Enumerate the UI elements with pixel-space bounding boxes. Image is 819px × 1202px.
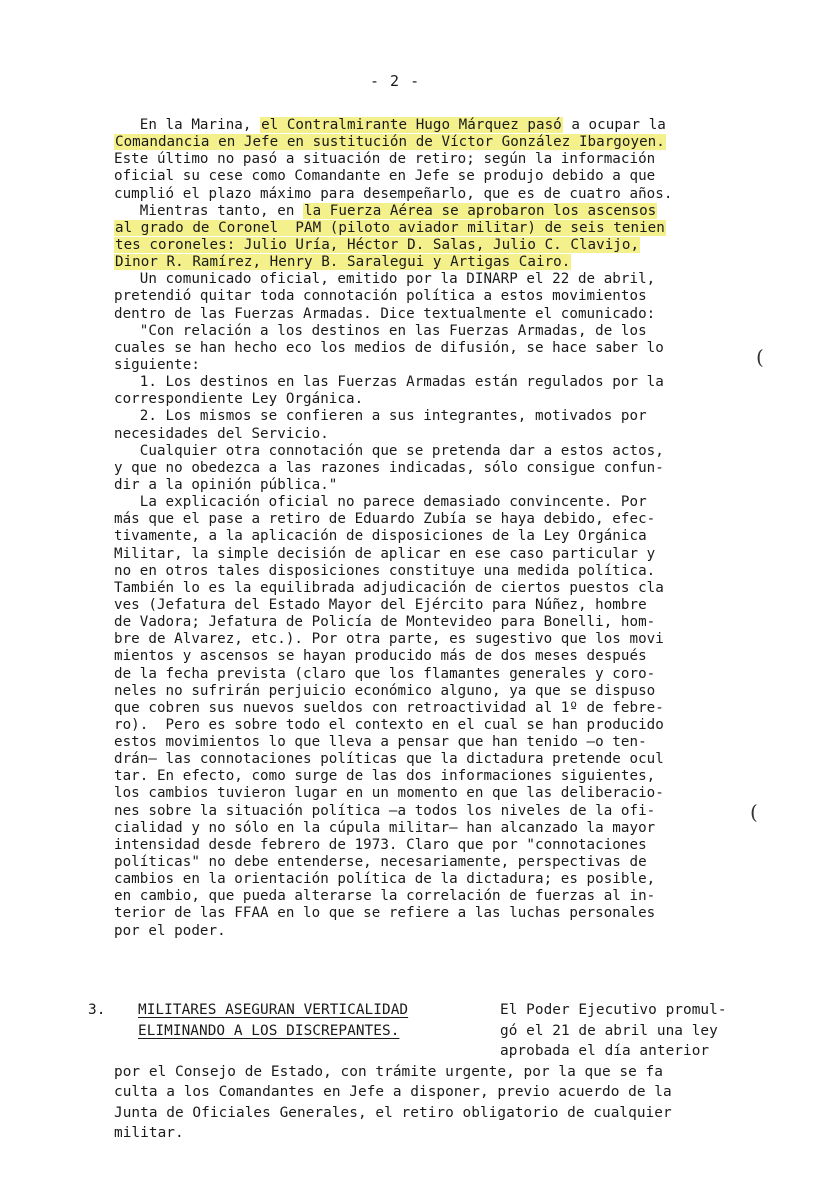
text-segment: y que no obedezca a las razones indicadas, sólo consigue confun- — [114, 459, 664, 476]
text-line — [114, 614, 754, 631]
text-line — [114, 391, 754, 408]
section-side-line: gó el 21 de abril una ley — [500, 1022, 718, 1039]
page-number: - 2 - — [370, 72, 421, 90]
text-line — [114, 168, 754, 185]
margin-bracket-mark: ( — [756, 345, 764, 369]
text-line — [114, 151, 754, 168]
section-body-line: militar. — [114, 1125, 184, 1141]
text-line — [114, 237, 754, 254]
section-3 — [88, 1000, 758, 1144]
text-segment: bre de Alvarez, etc.). Por otra parte, es sugestivo que los movi — [114, 631, 664, 648]
text-line — [114, 700, 754, 717]
text-line — [114, 323, 754, 340]
text-segment: más que el pase a retiro de Eduardo Zubía se haya debido, efec- — [114, 511, 656, 528]
highlighted-text: Dinor R. Ramírez, Henry B. Saralegui y Artigas Cairo. — [115, 254, 571, 271]
text-line — [114, 597, 754, 614]
section-number: 3. — [88, 1002, 106, 1018]
text-line — [114, 426, 754, 443]
text-segment: a ocupar la — [562, 117, 666, 133]
text-segment: que cobren sus nuevos sueldos con retroactividad al 1º de febre- — [114, 699, 664, 716]
text-segment: en cambio, que pueda alterarse la correlación de fuerzas al in- — [114, 888, 656, 905]
text-segment: pretendió quitar toda connotación política a estos movimientos — [114, 288, 647, 305]
text-segment: La explicación oficial no parece demasiado convincente. Por — [114, 494, 647, 511]
text-segment: de Vadora; Jefatura de Policía de Montevideo para Bonelli, hom- — [114, 614, 656, 631]
text-line — [114, 220, 754, 237]
text-line — [114, 357, 754, 374]
section-side-line: aprobada el día anterior — [500, 1043, 710, 1059]
text-segment: ro). Pero es sobre todo el contexto en el cual se han producido — [114, 716, 664, 733]
text-segment: los cambios tuvieron lugar en un momento en que las deliberacio- — [114, 785, 664, 802]
text-segment: cambios en la orientación política de la dictadura; es posible, — [114, 871, 656, 888]
paragraph — [114, 117, 754, 203]
text-segment: mientos y ascensos se hayan producido más de dos meses después — [114, 648, 647, 665]
text-line — [114, 768, 754, 785]
section-heading — [118, 1000, 494, 1062]
text-segment: cuales se han hecho eco los medios de difusión, se hace saber lo — [114, 339, 664, 356]
text-segment: intensidad desde febrero de 1973. Claro que por "connotaciones — [114, 836, 647, 853]
text-segment: no en otros tales disposiciones constituye una medida política. — [114, 562, 656, 579]
text-line — [114, 254, 754, 271]
paragraph — [114, 271, 754, 494]
section-side-line: El Poder Ejecutivo promul- — [500, 1002, 727, 1018]
text-line — [114, 511, 754, 528]
text-line — [114, 477, 754, 494]
text-line — [114, 408, 754, 425]
text-line — [114, 820, 754, 837]
text-line — [114, 666, 754, 683]
text-segment: ves (Jefatura del Estado Mayor del Ejército para Núñez, hombre — [114, 596, 647, 613]
text-segment: cialidad y no sólo en la cúpula militar— han alcanzado la mayor — [114, 819, 656, 836]
text-line — [114, 905, 754, 922]
text-segment: oficial su cese como Comandante en Jefe se produjo debido a que — [114, 168, 656, 185]
text-line — [114, 288, 754, 305]
text-line — [114, 871, 754, 888]
text-segment: "Con relación a los destinos en las Fuerzas Armadas, de los — [114, 322, 647, 339]
text-segment: Cualquier otra connotación que se pretenda dar a estos actos, — [114, 442, 664, 459]
text-line — [114, 837, 754, 854]
highlighted-text: Comandancia en Jefe en sustitución de Víctor González Ibargoyen. — [115, 134, 665, 151]
text-segment: tivamente, a la aplicación de disposiciones de la Ley Orgánica — [114, 528, 647, 545]
text-segment: Militar, la simple decisión de aplicar en ese caso particular y — [114, 545, 656, 562]
highlighted-text: el Contralmirante Hugo Márquez pasó — [261, 117, 562, 133]
text-segment: estos movimientos lo que lleva a pensar que han tenido —o ten- — [114, 734, 647, 751]
highlighted-text: la Fuerza Aérea se aprobaron los ascensos — [304, 202, 657, 219]
text-segment: políticas" no debe entenderse, necesariamente, perspectivas de — [114, 854, 647, 871]
text-line — [114, 443, 754, 460]
paragraph — [114, 494, 754, 940]
text-line — [114, 563, 754, 580]
text-line — [114, 460, 754, 477]
article-body — [114, 117, 754, 940]
highlighted-text: tes coroneles: Julio Uría, Héctor D. Salas, Julio C. Clavijo, — [115, 236, 640, 253]
text-line — [114, 546, 754, 563]
text-segment: necesidades del Servicio. — [114, 425, 329, 442]
text-line — [114, 854, 754, 871]
text-segment: dir a la opinión pública." — [114, 476, 338, 493]
text-line — [114, 888, 754, 905]
text-line — [114, 271, 754, 288]
text-segment: En la Marina, — [114, 117, 261, 133]
text-segment: nes sobre la situación política —a todos los niveles de la ofi- — [114, 802, 656, 819]
section-side-text — [494, 1000, 727, 1062]
text-line — [114, 374, 754, 391]
section-body-line: culta a los Comandantes en Jefe a disponer, previo acuerdo de la — [114, 1084, 672, 1100]
text-line — [114, 803, 754, 820]
text-segment: También lo es la equilibrada adjudicación de ciertos puestos cla — [114, 579, 664, 596]
text-line — [114, 494, 754, 511]
section-heading-line: MILITARES ASEGURAN VERTICALIDAD — [138, 1002, 409, 1018]
text-line — [114, 117, 754, 134]
highlighted-text: al grado de Coronel PAM (piloto aviador militar) de seis tenien — [115, 219, 665, 236]
text-segment: de la fecha prevista (claro que los flamantes generales y coro- — [114, 665, 656, 682]
text-line — [114, 734, 754, 751]
text-line — [114, 580, 754, 597]
text-segment: Este último no pasó a situación de retiro; según la información — [114, 151, 656, 168]
text-line — [114, 134, 754, 151]
text-segment: correspondiente Ley Orgánica. — [114, 391, 364, 408]
text-segment: cumplió el plazo máximo para desempeñarlo, que es de cuatro años. — [114, 185, 673, 202]
text-line — [114, 306, 754, 323]
margin-bracket-mark: ( — [750, 800, 758, 824]
text-segment: neles no sufrirán perjuicio económico alguno, ya que se dispuso — [114, 682, 656, 699]
text-line — [114, 340, 754, 357]
text-segment: 1. Los destinos en las Fuerzas Armadas están regulados por la — [114, 374, 664, 391]
text-segment: terior de las FFAA en lo que se refiere a las luchas personales — [114, 905, 656, 922]
section-body-line: por el Consejo de Estado, con trámite urgente, por la que se fa — [114, 1063, 663, 1080]
text-segment: 2. Los mismos se confieren a sus integrantes, motivados por — [114, 408, 647, 425]
text-segment: siguiente: — [114, 356, 200, 373]
paragraph — [114, 203, 754, 272]
text-line — [114, 785, 754, 802]
text-line — [114, 751, 754, 768]
text-segment: drán— las connotaciones políticas que la dictadura pretende ocul — [114, 751, 664, 768]
text-segment: Un comunicado oficial, emitido por la DINARP el 22 de abril, — [114, 271, 656, 288]
text-line — [114, 683, 754, 700]
text-line — [114, 648, 754, 665]
text-line — [114, 186, 754, 203]
text-segment: tar. En efecto, como surge de las dos informaciones siguientes, — [114, 768, 656, 785]
text-line — [114, 923, 754, 940]
text-line — [114, 203, 754, 220]
text-segment: por el poder. — [114, 922, 226, 939]
text-line — [114, 631, 754, 648]
text-line — [114, 528, 754, 545]
text-segment: dentro de las Fuerzas Armadas. Dice textualmente el comunicado: — [114, 305, 656, 322]
text-segment: Mientras tanto, en — [114, 202, 304, 219]
section-3-body — [88, 1062, 758, 1144]
section-heading-line: ELIMINANDO A LOS DISCREPANTES. — [138, 1022, 400, 1039]
section-3-header-row — [88, 1000, 758, 1062]
section-body-line: Junta de Oficiales Generales, el retiro obligatorio de cualquier — [114, 1104, 672, 1121]
text-line — [114, 717, 754, 734]
